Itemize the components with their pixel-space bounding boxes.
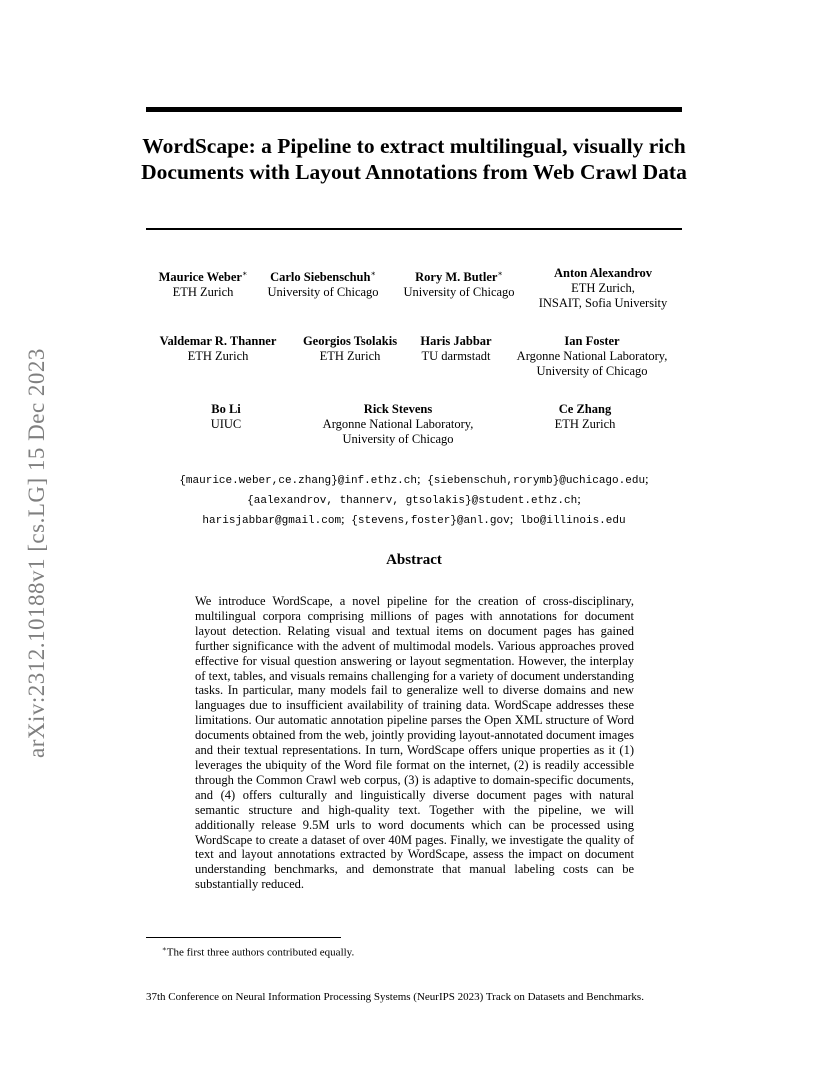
- author-affiliation: University of Chicago: [403, 285, 515, 300]
- author-affiliation: Argonne National Laboratory,: [322, 417, 474, 431]
- author-name: Anton Alexandrov: [553, 266, 653, 280]
- author-block: [396, 266, 522, 300]
- author-name: Carlo Siebenschuh: [270, 270, 371, 285]
- author-block: [412, 334, 500, 364]
- author-block: [294, 334, 406, 364]
- footnote-mark: ∗: [162, 945, 167, 953]
- author-name: Georgios Tsolakis: [302, 334, 398, 348]
- author-affiliation: UIUC: [210, 417, 242, 431]
- author-affiliation: University of Chicago: [536, 364, 648, 378]
- equal-contribution-mark: ∗: [497, 269, 503, 278]
- equal-contribution-mark: ∗: [242, 269, 248, 278]
- author-block: [312, 402, 484, 447]
- paper-title: WordScape: a Pipeline to extract multilingual, visually rich Documents with Layout Annotations from Web Crawl Data: [141, 134, 687, 184]
- abstract-heading: Abstract: [386, 552, 442, 568]
- title-bottom-rule: [146, 228, 682, 230]
- footnote-rule: [146, 937, 341, 938]
- author-name: Rory M. Butler: [415, 270, 498, 285]
- email-address[interactable]: lbo@illinois.edu: [519, 515, 626, 527]
- author-affiliation: ETH Zurich: [319, 349, 381, 363]
- author-name: Haris Jabbar: [420, 334, 492, 348]
- author-block: [180, 402, 272, 432]
- email-separator: ;: [341, 511, 345, 526]
- author-affiliation: Argonne National Laboratory,: [516, 349, 668, 363]
- email-separator: ;: [416, 471, 421, 486]
- conference-notice: 37th Conference on Neural Information Processing Systems (NeurIPS 2023) Track on Datasets and Benchmarks.: [146, 991, 644, 1003]
- footnote: [162, 942, 354, 960]
- author-name: Valdemar R. Thanner: [159, 334, 277, 348]
- author-affiliation: ETH Zurich: [172, 285, 234, 300]
- equal-contribution-mark: ∗: [370, 269, 376, 278]
- author-affiliation: ETH Zurich,: [571, 281, 635, 295]
- author-block: [150, 266, 256, 300]
- title-top-rule: [146, 107, 682, 112]
- arxiv-identifier: arXiv:2312.10188v1 [cs.LG] 15 Dec 2023: [24, 348, 49, 758]
- email-address[interactable]: {siebenschuh,rorymb}@uchicago.edu: [427, 475, 646, 487]
- email-address[interactable]: harisjabbar@gmail.com: [202, 515, 342, 527]
- author-affiliation: University of Chicago: [267, 285, 379, 300]
- email-separator: ;: [645, 471, 649, 486]
- author-affiliation: INSAIT, Sofia University: [538, 296, 668, 310]
- author-emails: [130, 470, 698, 530]
- author-affiliation: ETH Zurich: [554, 417, 616, 431]
- author-block: [538, 402, 632, 432]
- author-block: [150, 334, 286, 364]
- author-block: [260, 266, 386, 300]
- footnote-text: The first three authors contributed equally.: [166, 946, 355, 959]
- author-affiliation: University of Chicago: [342, 432, 454, 446]
- author-block: [528, 266, 678, 311]
- author-name: Bo Li: [211, 402, 241, 416]
- author-affiliation: TU darmstadt: [421, 349, 491, 363]
- email-separator: ;: [509, 511, 514, 526]
- author-block: [506, 334, 678, 379]
- author-name: Ian Foster: [564, 334, 620, 348]
- author-name: Rick Stevens: [363, 402, 433, 416]
- email-separator: ;: [577, 491, 581, 506]
- abstract-text: We introduce WordScape, a novel pipeline for the creation of cross-disciplinary, multilingual corpora comprising millions of pages with annotations for document layout detection. Relating visual and textual items on document pages has gained further significance with the advent of multimodal models. Various approaches proved effective for visual question answering or layout segmentation. However, the interplay of text, tables, and visuals remains challenging for a variety of document understanding tasks. In particular, many models fail to generalize well to diverse domains and new languages due to insufficient availability of training data. WordScape addresses these limitations. Our automatic annotation pipeline parses the Open XML structure of Word documents obtained from the web, jointly providing layout-annotated document images and their textual representations. In turn, WordScape offers unique properties as it (1) leverages the ubiquity of the Word file format on the internet, (2) is readily accessible through the Common Crawl web corpus, (3) is adaptive to domain-specific documents, and (4) offers culturally and linguistically diverse document pages with natural semantic structure and high-quality text. Together with the pipeline, we will additionally release 9.5M urls to word documents which can be processed using WordScape to create a dataset of over 40M pages. Finally, we investigate the quality of text and layout annotations extracted by WordScape, assess the impact on document understanding benchmarks, and demonstrate that manual labeling costs can be substantially reduced.: [195, 594, 634, 892]
- author-affiliation: ETH Zurich: [187, 349, 249, 363]
- email-address[interactable]: {stevens,foster}@anl.gov: [351, 515, 510, 527]
- author-name: Maurice Weber: [158, 270, 242, 285]
- email-address[interactable]: {maurice.weber,ce.zhang}@inf.ethz.ch: [179, 475, 417, 487]
- author-name: Ce Zhang: [558, 402, 612, 416]
- email-address[interactable]: {aalexandrov, thannerv, gtsolakis}@student.ethz.ch: [247, 495, 578, 507]
